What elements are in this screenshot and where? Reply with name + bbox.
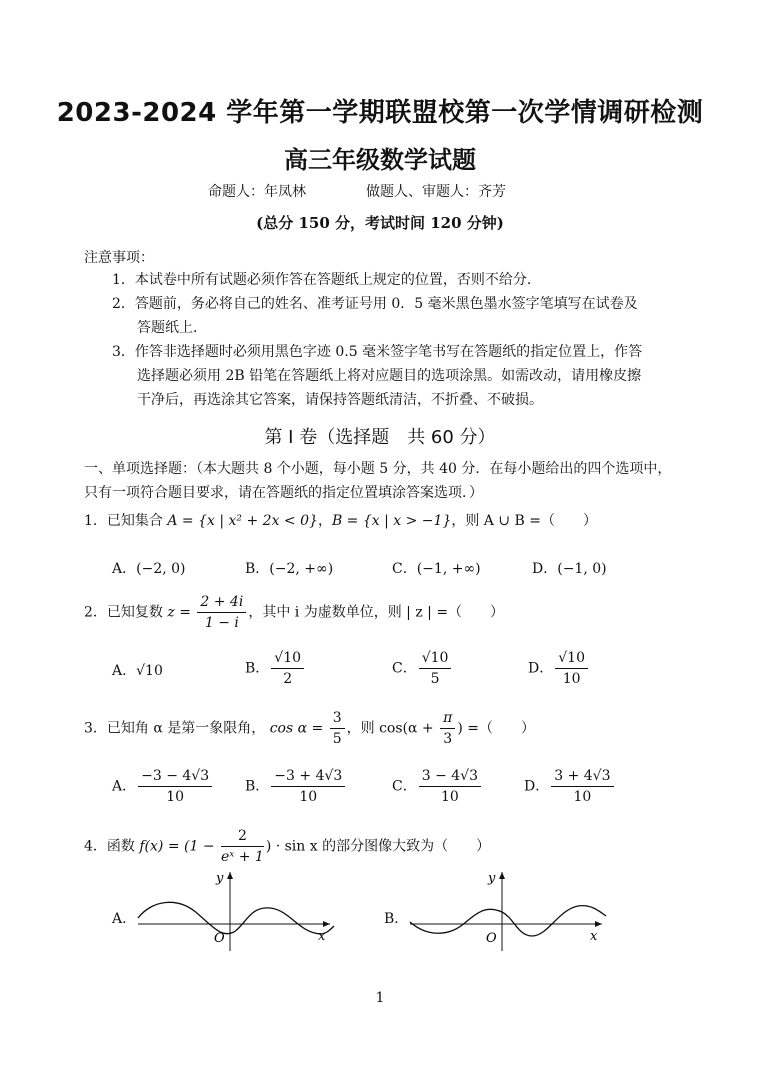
- option-c[interactable]: C． $\frac{√10}{5}$: [392, 648, 453, 689]
- axis-x-label: x: [590, 929, 598, 944]
- fraction: $\frac{2 + 4i}{1 - i}$: [197, 592, 246, 633]
- question-1-stem: [84, 510, 597, 530]
- option-b[interactable]: B． $\frac{-3 + 4√3}{10}$: [245, 766, 347, 807]
- lhs: z =: [167, 604, 191, 621]
- question-2-stem: [84, 592, 504, 633]
- notice-item: 2．答题前，务必将自己的姓名、准考证号用 0．5 毫米黑色墨水签字笔填写在试卷及: [112, 296, 638, 312]
- option-a[interactable]: A． $\frac{-3 - 4√3}{10}$: [112, 766, 214, 807]
- pi-fraction: $\frac{\pi}{3}$: [440, 708, 455, 749]
- option-c[interactable]: C．(−1, +∞): [392, 561, 481, 577]
- graph-b[interactable]: [402, 866, 612, 956]
- question-4-prefix: 4．函数: [84, 838, 135, 855]
- question-1-prefix: 1．已知集合: [84, 513, 163, 529]
- lhs: cos α =: [269, 720, 324, 737]
- question-4-ask: ) · sin x 的部分图像大致为（ ）: [265, 838, 491, 855]
- option-d[interactable]: D． $\frac{3 + 4√3}{10}$: [524, 766, 616, 807]
- score-info: (总分 150 分，考试时间 120 分钟): [256, 214, 504, 232]
- option-b[interactable]: B． $\frac{√10}{2}$: [245, 648, 306, 689]
- mid-text: ，则 cos(α +: [346, 720, 434, 737]
- option-a[interactable]: A．√10: [112, 663, 163, 679]
- origin-label: O: [214, 931, 225, 946]
- question-3-ask: ) =（ ）: [457, 720, 535, 737]
- notice-item: 答题纸上．: [137, 320, 207, 336]
- question-2-prefix: 2．已知复数: [84, 604, 163, 621]
- option-b[interactable]: B．(−2, +∞): [245, 561, 334, 577]
- question-3-stem: [84, 708, 535, 749]
- question-3-prefix: 3．已知角 α 是第一象限角，: [84, 720, 266, 737]
- section-instructions: 一、单项选择题：（本大题共 8 个小题，每小题 5 分，共 40 分．在每小题给出的四个选项中，只有一项符合题目要求，请在答题纸的指定位置填涂答案选项．）: [84, 461, 672, 501]
- notice-item: 1．本试卷中所有试题必须作答在答题纸上规定的位置，否则不给分．: [112, 272, 541, 288]
- axis-x-label: x: [318, 929, 326, 944]
- origin-label: O: [486, 931, 497, 946]
- option-d[interactable]: D．(−1, 0): [532, 561, 607, 577]
- fraction: $\frac{3}{5}$: [330, 708, 345, 749]
- option-c[interactable]: C． $\frac{3 - 4√3}{10}$: [392, 766, 483, 807]
- lhs: f(x) = (1 −: [139, 838, 215, 855]
- separator: ，: [317, 513, 332, 529]
- option-b[interactable]: B．: [384, 911, 409, 927]
- notice-item: 3．作答非选择题时必须用黑色字迹 0.5 毫米签字笔书写在答题纸的指定位置上，作答: [112, 344, 643, 360]
- notice-item: 选择题必须用 2B 铅笔在答题纸上将对应题目的选项涂黑。如需改动，请用橡皮擦: [137, 368, 642, 384]
- notice-heading: 注意事项：: [84, 250, 154, 266]
- author-label: 命题人：年凤林: [208, 184, 306, 200]
- reviewer-label: 做题人、审题人：齐芳: [366, 184, 506, 200]
- authors-line: [208, 181, 506, 201]
- exam-subtitle: 高三年级数学试题: [284, 146, 476, 174]
- set-b: B = {x | x > −1}: [331, 513, 452, 529]
- page-number: 1: [375, 990, 385, 1006]
- exam-title: 2023-2024 学年第一学期联盟校第一次学情调研检测: [56, 98, 704, 128]
- question-2-ask: ，其中 i 为虚数单位，则 | z | =（ ）: [248, 604, 505, 621]
- option-a[interactable]: A．(−2, 0): [112, 561, 186, 577]
- fraction: $\frac{2}{\text{eˣ + 1}}$: [221, 828, 264, 865]
- question-1-ask: ，则 A ∪ B =（ ）: [451, 513, 598, 529]
- option-a[interactable]: A．: [112, 911, 137, 927]
- axis-y-label: y: [216, 871, 224, 886]
- notice-item: 干净后，再选涂其它答案，请保持答题纸清洁，不折叠、不破损。: [137, 392, 543, 408]
- option-d[interactable]: D． $\frac{√10}{10}$: [528, 648, 590, 689]
- graph-a[interactable]: [130, 866, 340, 956]
- axis-y-label: y: [488, 871, 496, 886]
- question-4-stem: [84, 826, 490, 867]
- section-title: 第 I 卷（选择题 共 60 分）: [264, 427, 496, 448]
- set-a: A = {x | x² + 2x < 0}: [167, 513, 318, 529]
